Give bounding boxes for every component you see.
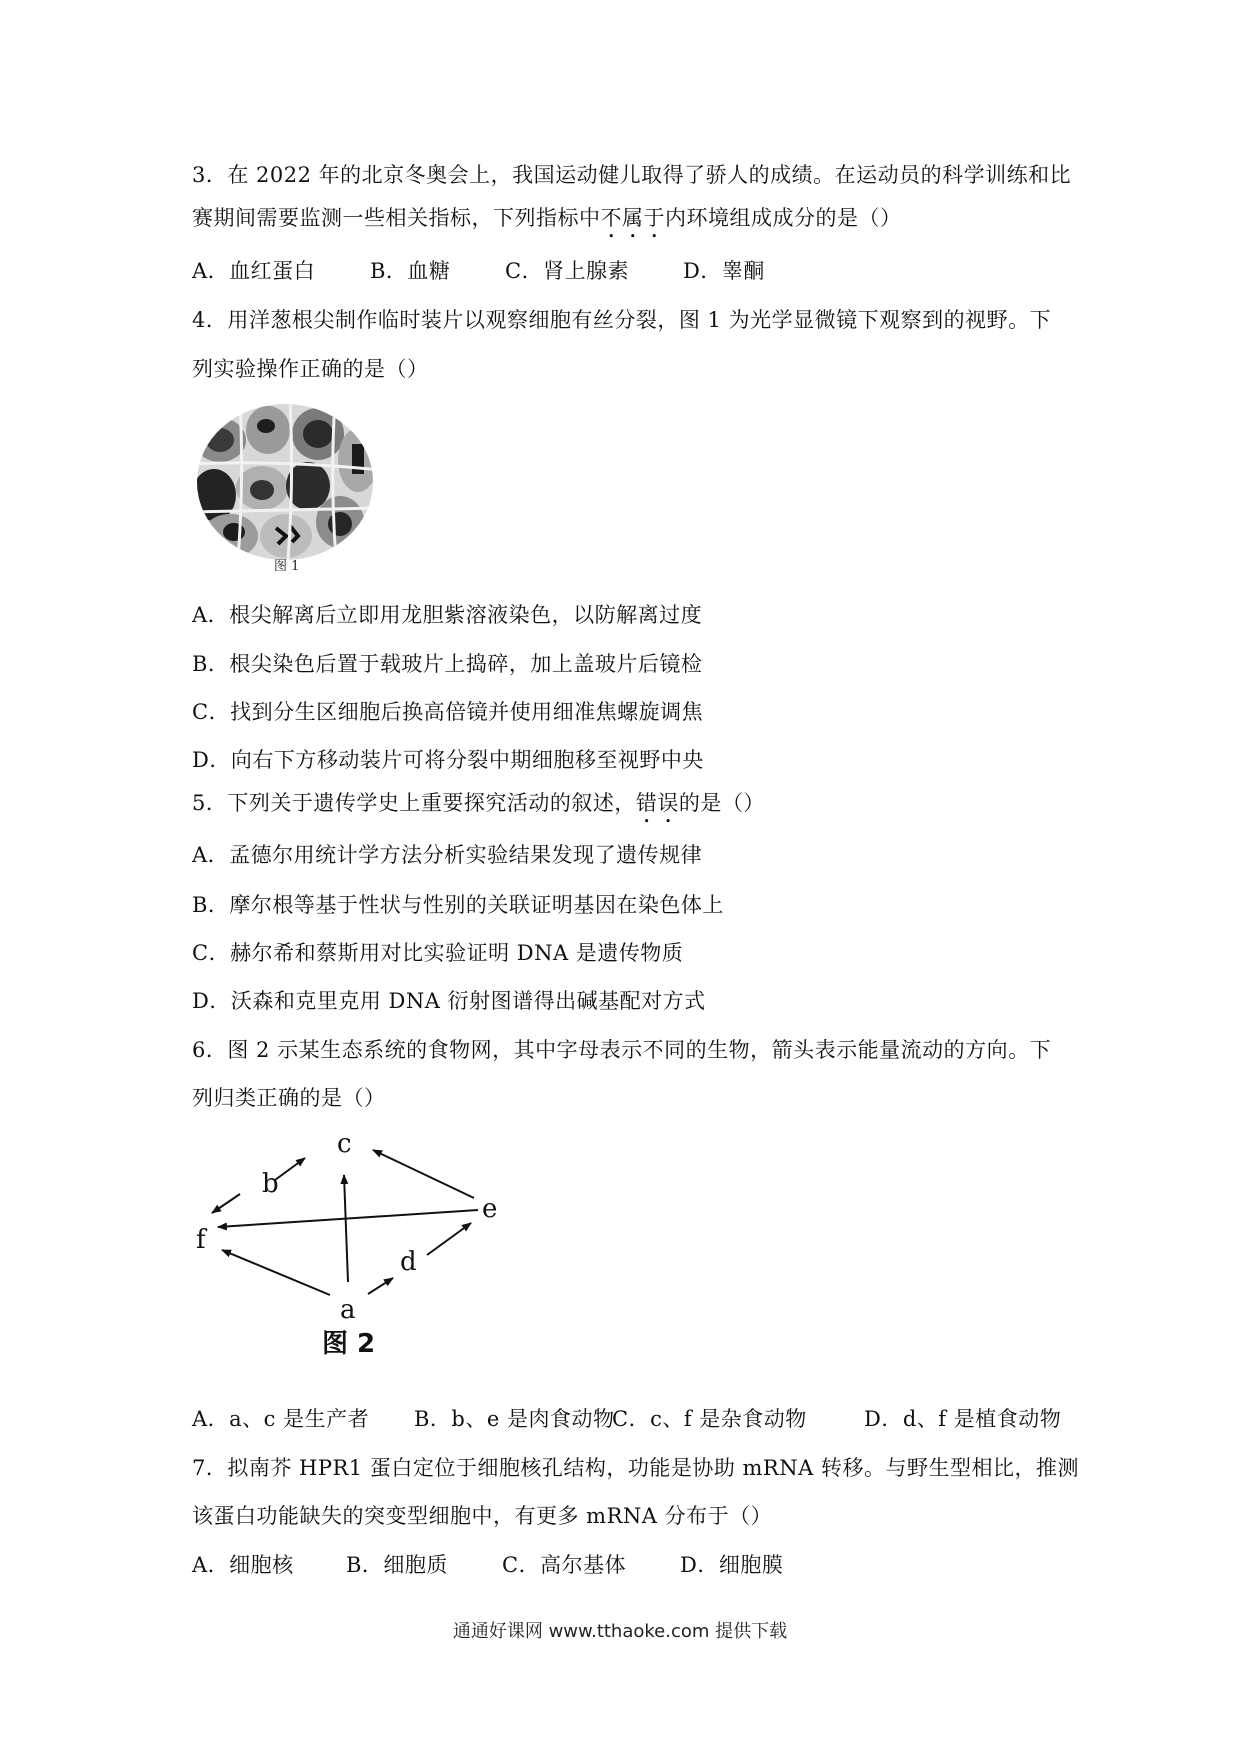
q5-line1-after: 的是（） [678, 791, 765, 815]
q6-option-c: C．c、f 是杂食动物 [612, 1407, 807, 1431]
q3-option-c: C．肾上腺素 [505, 259, 630, 283]
arrow-a-to-f [222, 1250, 330, 1295]
q3-line2-before: 赛期间需要监测一些相关指标，下列指标中 [192, 206, 601, 230]
arrow-d-to-e [427, 1223, 471, 1255]
figure-2-caption: 图 2 [322, 1329, 376, 1359]
q7-option-a: A．细胞核 [192, 1553, 294, 1577]
arrow-b-to-c [275, 1158, 305, 1180]
node-d: d [400, 1247, 417, 1277]
arrow-e-to-c [373, 1150, 474, 1198]
q4-option-a: A．根尖解离后立即用龙胆紫溶液染色，以防解离过度 [192, 603, 703, 627]
q3-emphasis: 不属于 [600, 206, 665, 230]
q6-option-d: D．d、f 是植食动物 [864, 1407, 1062, 1431]
q6-line2: 列归类正确的是（） [192, 1086, 386, 1110]
node-a: a [340, 1295, 356, 1325]
food-web-figure-2 [190, 1130, 520, 1330]
q7-line1: 7．拟南芥 HPR1 蛋白定位于细胞核孔结构，功能是协助 mRNA 转移。与野生型相比，推测 [192, 1456, 1079, 1480]
q3-line2 [192, 203, 1060, 243]
arrow-b-to-f [212, 1194, 240, 1213]
q5-option-b: B．摩尔根等基于性状与性别的关联证明基因在染色体上 [192, 893, 724, 917]
q6-option-a: A．a、c 是生产者 [192, 1407, 370, 1431]
q5-line1 [192, 788, 1060, 828]
q3-line1: 3．在 2022 年的北京冬奥会上，我国运动健儿取得了骄人的成绩。在运动员的科学训练和比 [192, 163, 1072, 187]
arrow-e-to-f [218, 1210, 478, 1227]
q5-emphasis: 错误 [635, 791, 679, 815]
q4-option-c: C．找到分生区细胞后换高倍镜并使用细准焦螺旋调焦 [192, 700, 704, 724]
q5-option-c: C．赫尔希和蔡斯用对比实验证明 DNA 是遗传物质 [192, 941, 684, 965]
node-e: e [482, 1194, 498, 1224]
arrow-a-to-c [344, 1175, 348, 1282]
q4-option-d: D．向右下方移动装片可将分裂中期细胞移至视野中央 [192, 748, 704, 772]
page-footer: 通通好课网 www.tthaoke.com 提供下载 [452, 1621, 788, 1642]
micrograph-figure-1 [190, 400, 380, 560]
arrow-a-to-d [368, 1278, 393, 1294]
q5-option-a: A．孟德尔用统计学方法分析实验结果发现了遗传规律 [192, 843, 703, 867]
q4-line2: 列实验操作正确的是（） [192, 357, 429, 381]
q4-option-b: B．根尖染色后置于载玻片上捣碎，加上盖玻片后镜检 [192, 652, 703, 676]
node-c: c [337, 1130, 352, 1159]
figure-1-caption: 图 1 [274, 559, 300, 574]
q3-option-d: D．睾酮 [683, 259, 765, 283]
q6-line1: 6．图 2 示某生态系统的食物网，其中字母表示不同的生物，箭头表示能量流动的方向。下 [192, 1038, 1052, 1062]
q5-option-d: D．沃森和克里克用 DNA 衍射图谱得出碱基配对方式 [192, 989, 706, 1013]
q7-option-d: D．细胞膜 [680, 1553, 784, 1577]
q4-line1: 4．用洋葱根尖制作临时装片以观察细胞有丝分裂，图 1 为光学显微镜下观察到的视野。下 [192, 308, 1052, 332]
q7-option-b: B．细胞质 [346, 1553, 448, 1577]
q7-option-c: C．高尔基体 [502, 1553, 627, 1577]
q3-line2-after: 内环境组成成分的是（） [665, 206, 902, 230]
q3-option-b: B．血糖 [370, 259, 451, 283]
q7-line2: 该蛋白功能缺失的突变型细胞中，有更多 mRNA 分布于（） [192, 1504, 773, 1528]
q6-option-b: B．b、e 是肉食动物 [414, 1407, 615, 1431]
node-f: f [196, 1225, 206, 1255]
q5-line1-before: 5．下列关于遗传学史上重要探究活动的叙述， [192, 791, 636, 815]
q3-option-a: A．血红蛋白 [192, 259, 316, 283]
node-b: b [262, 1169, 279, 1199]
